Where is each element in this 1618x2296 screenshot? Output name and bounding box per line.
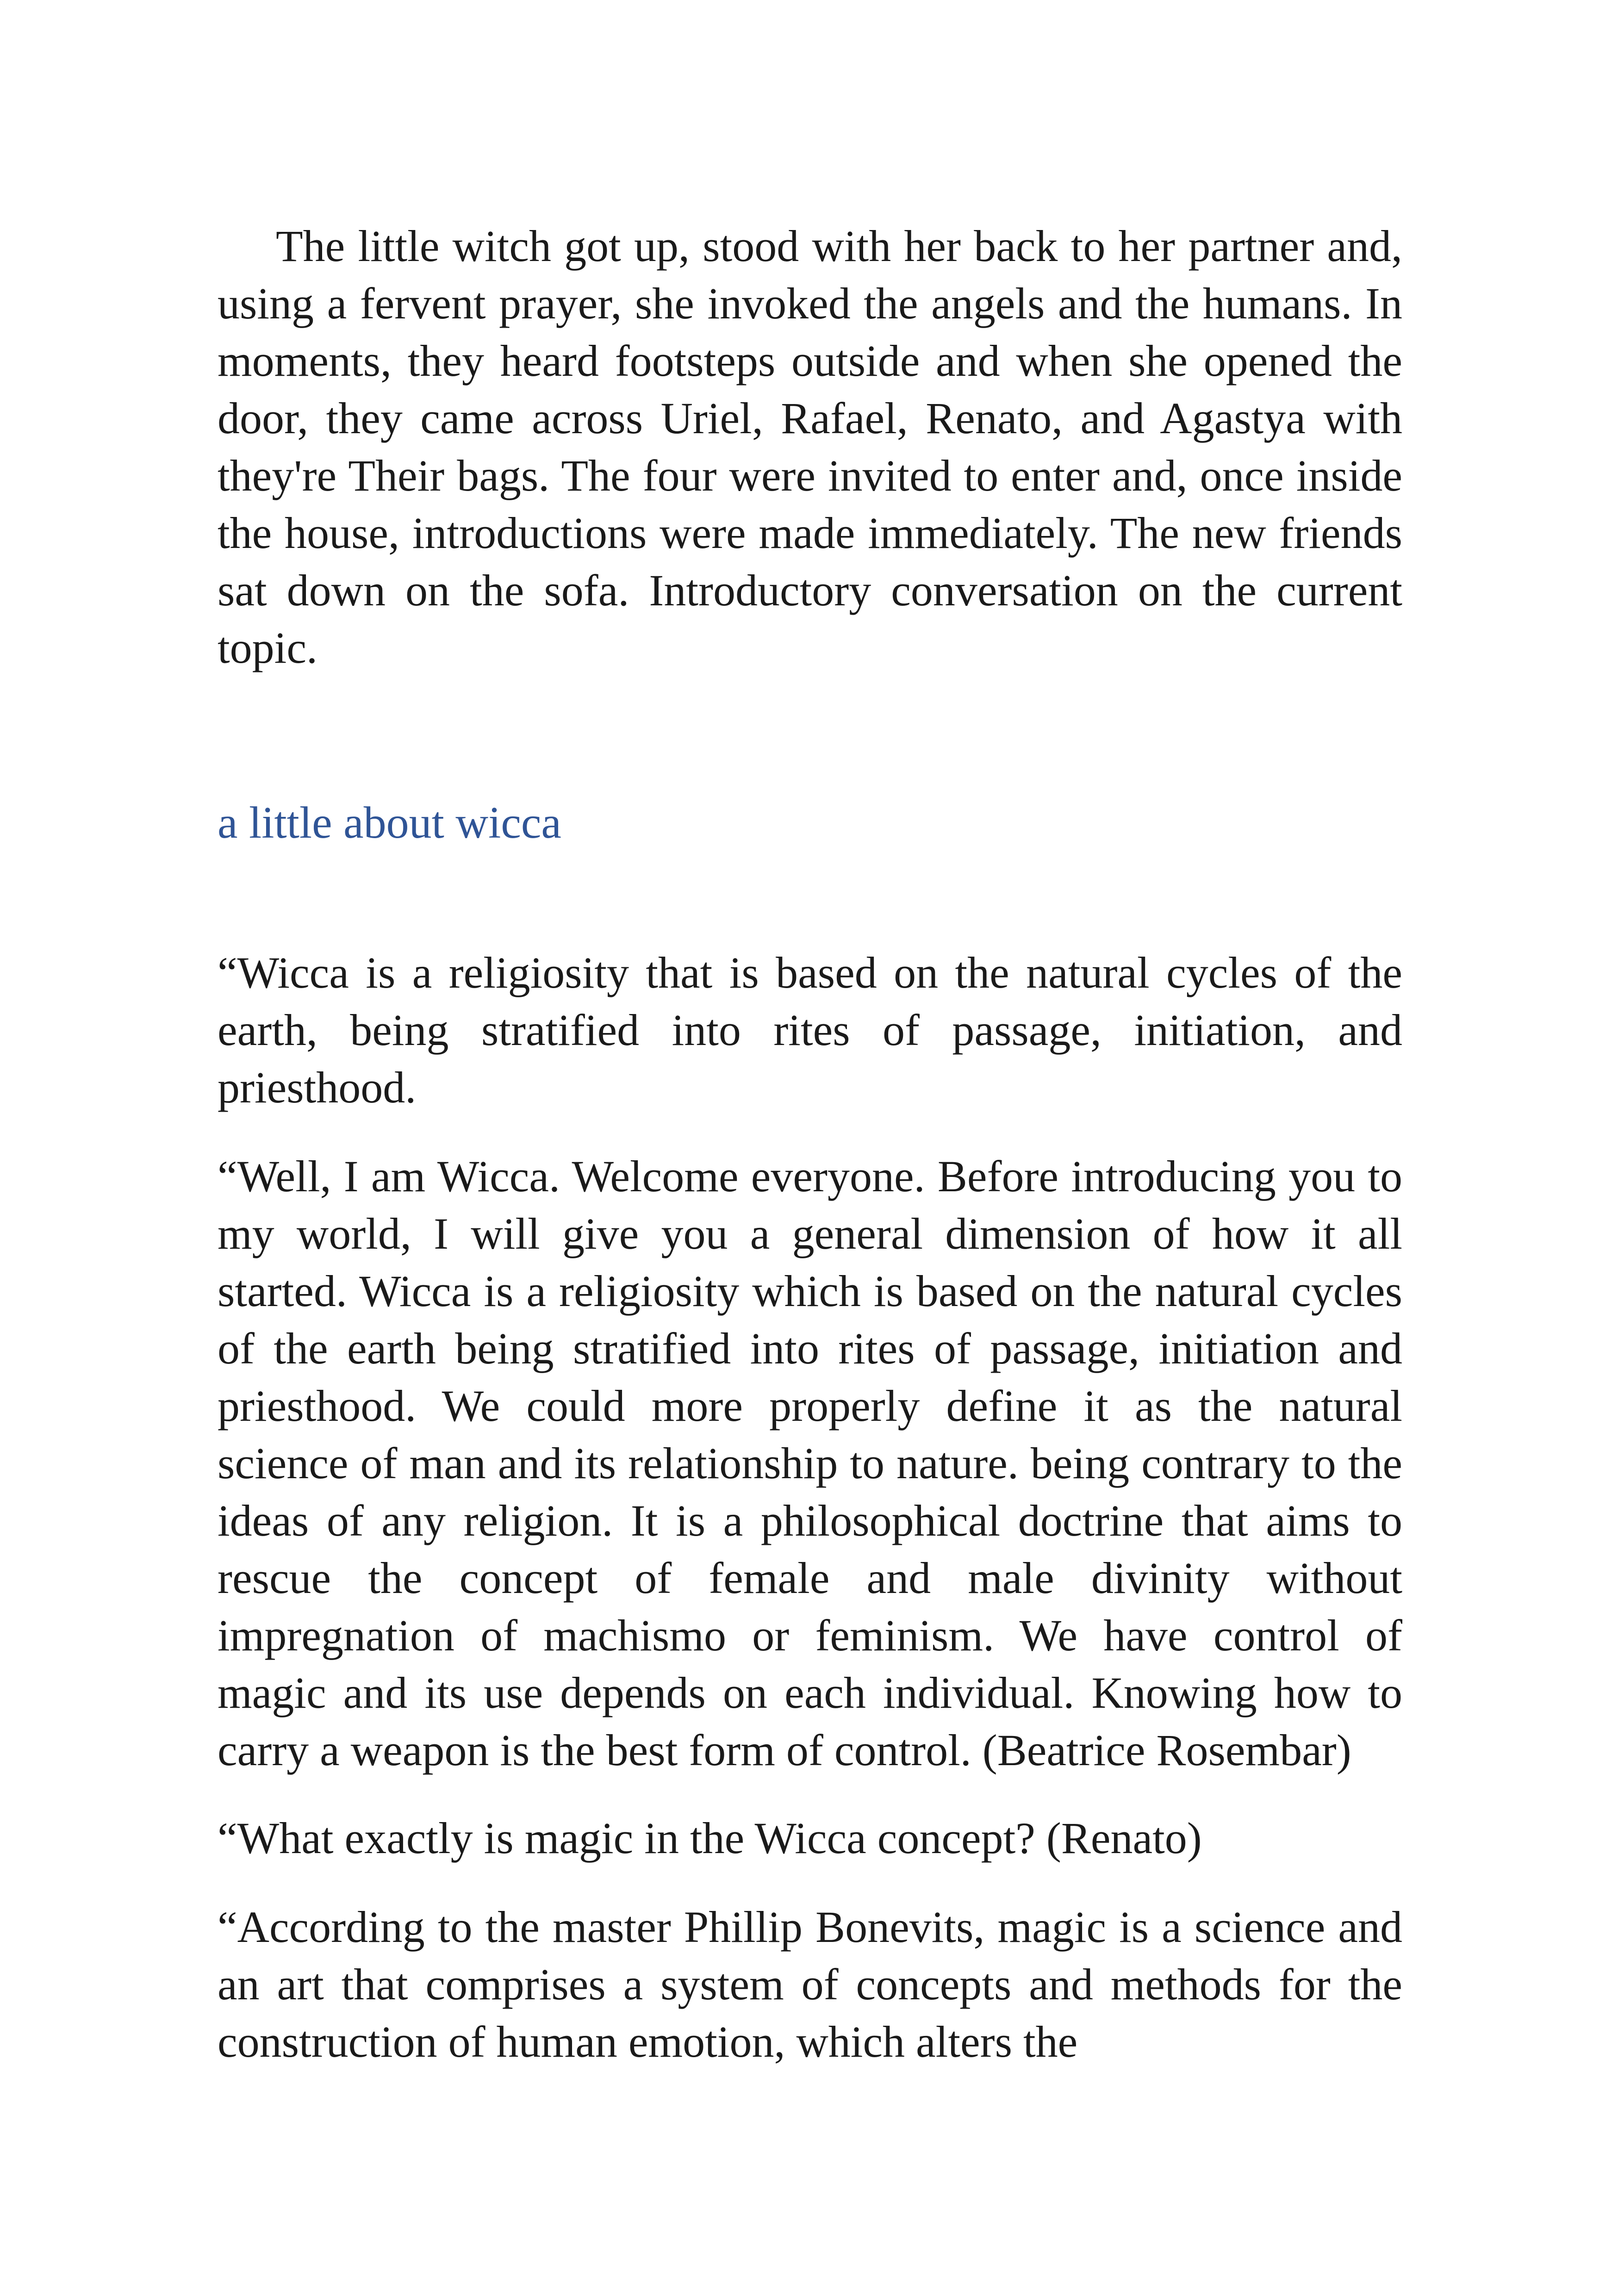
question-paragraph: “What exactly is magic in the Wicca concept? (Renato): [218, 1813, 1202, 1863]
section-heading: a little about wicca: [218, 798, 561, 848]
answer-paragraph: “According to the master Phillip Bonevits, magic is a science and an art that comprises a system of concepts and methods for the construction of human emotion, which alters the: [218, 1902, 1402, 2066]
welcome-paragraph: “Well, I am Wicca. Welcome everyone. Before introducing you to my world, I will give you a general dimension of how it all started. Wicca is a religiosity which is based on the natural cycles of the earth being stratified into rites of passage, initiation and priesthood. We could more properly define it as the natural science of man and its relationship to nature. being contrary to the ideas of any religion. It is a philosophical doctrine that aims to rescue the concept of female and male divinity without impregnation of machismo or feminism. We have control of magic and its use depends on each individual. Knowing how to carry a weapon is the best form of control. (Beatrice Rosembar): [218, 1151, 1402, 1775]
definition-paragraph: “Wicca is a religiosity that is based on the natural cycles of the earth, being stratified into rites of passage, initiation, and priesthood.: [218, 948, 1402, 1112]
intro-paragraph: The little witch got up, stood with her back to her partner and, using a fervent prayer, she invoked the angels and the humans. In moments, they heard footsteps outside and when she opened the door, they came across Uriel, Rafael, Renato, and Agastya with they're Their bags. The four were invited to enter and, once inside the house, introductions were made immediately. The new friends sat down on the sofa. Introductory conversation on the current topic.: [218, 221, 1402, 672]
